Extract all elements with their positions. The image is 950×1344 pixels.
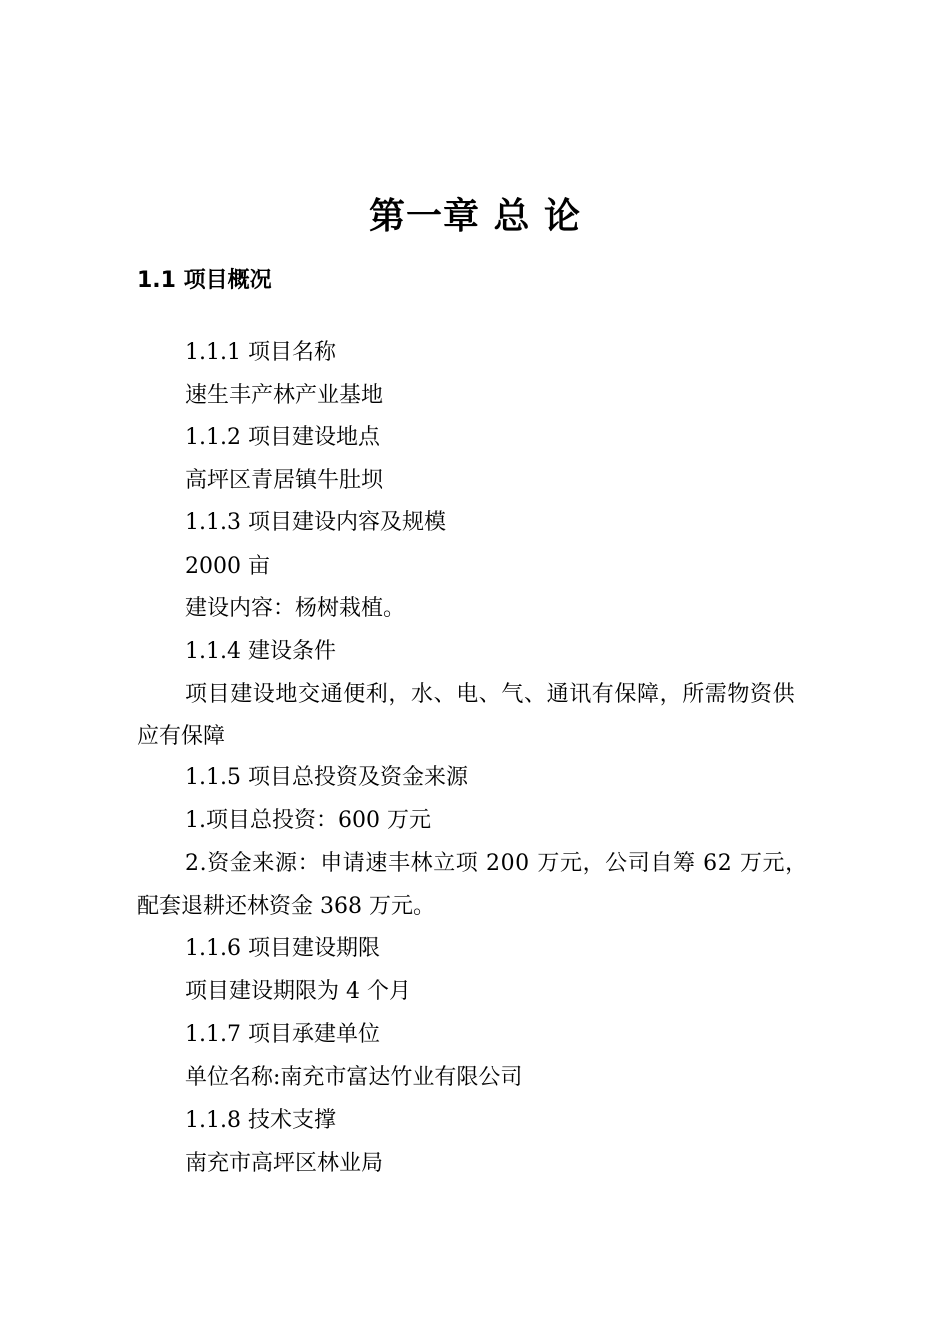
construction-period-value: 项目建设期限为 4 个月 (185, 979, 411, 1004)
investment-source-line-1: 2.资金来源：申请速丰林立项 200 万元，公司自筹 62 万元， (185, 851, 808, 876)
chapter-title: 第一章 总 论 (368, 196, 582, 237)
project-scale-content: 建设内容：杨树栽植。 (185, 596, 406, 621)
investment-source-line-2: 配套退耕还林资金 368 万元。 (137, 894, 435, 919)
technical-support-value: 南充市高坪区林业局 (185, 1151, 384, 1176)
project-location-heading: 1.1.2 项目建设地点 (185, 425, 380, 450)
construction-conditions-line-2: 应有保障 (137, 724, 226, 749)
contractor-value: 单位名称:南充市富达竹业有限公司 (185, 1065, 523, 1090)
investment-heading: 1.1.5 项目总投资及资金来源 (185, 765, 468, 790)
project-name-heading: 1.1.1 项目名称 (185, 340, 336, 365)
technical-support-heading: 1.1.8 技术支撑 (185, 1108, 336, 1133)
investment-total: 1.项目总投资：600 万元 (185, 808, 431, 833)
construction-conditions-heading: 1.1.4 建设条件 (185, 639, 336, 664)
construction-conditions-line-1: 项目建设地交通便利，水、电、气、通讯有保障，所需物资供 (185, 682, 796, 707)
project-scale-heading: 1.1.3 项目建设内容及规模 (185, 510, 446, 535)
contractor-heading: 1.1.7 项目承建单位 (185, 1022, 380, 1047)
construction-period-heading: 1.1.6 项目建设期限 (185, 936, 380, 961)
project-location-value: 高坪区青居镇牛肚坝 (185, 468, 384, 493)
section-title: 1.1 项目概况 (137, 268, 272, 293)
project-name-value: 速生丰产林产业基地 (185, 383, 384, 408)
project-scale-value: 2000 亩 (185, 554, 270, 579)
